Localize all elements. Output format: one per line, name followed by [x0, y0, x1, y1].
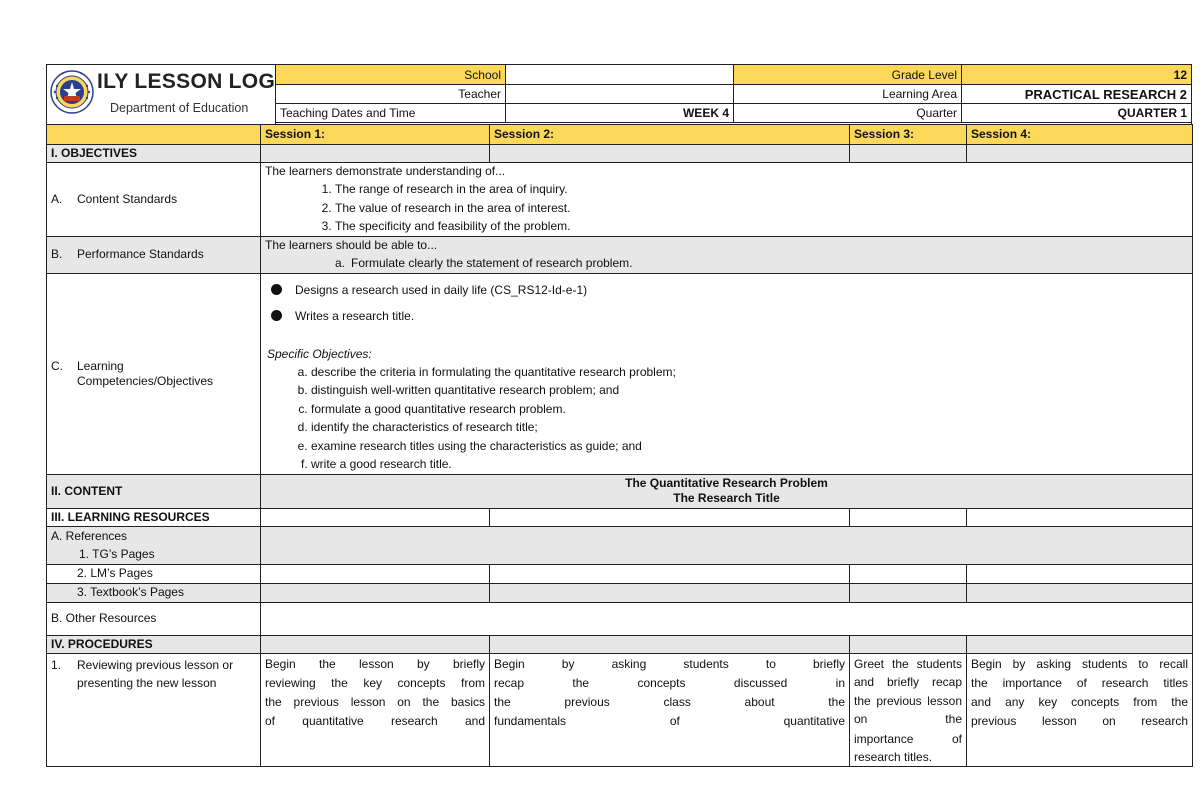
objectives-heading: I. OBJECTIVES [47, 145, 261, 163]
teaching-dates-value: WEEK 4 [506, 104, 734, 123]
session-2-header: Session 2: [490, 125, 850, 145]
other-resources-cell [261, 602, 1193, 635]
performance-standards-row [47, 236, 1193, 273]
lm-pages-session-4 [967, 564, 1193, 583]
text-line: the previous class about the [494, 695, 845, 710]
header-grid [276, 65, 1191, 124]
school-value [506, 65, 734, 85]
school-label: School [276, 65, 506, 85]
procedure-step-1-number: 1. [51, 657, 62, 672]
session-header-row [47, 125, 1193, 145]
procedure-step-1-label-line2: presenting the new lesson [77, 675, 217, 690]
competencies-letter: C. [51, 358, 63, 373]
learning-area-value: PRACTICAL RESEARCH 2 [962, 85, 1191, 104]
text-line: Begin the lesson by briefly [265, 656, 485, 671]
performance-standards-marker: a. [335, 255, 346, 270]
text-line: previous lesson on research [971, 714, 1188, 729]
department-name: Department of Education [110, 101, 249, 115]
textbook-pages-session-1 [261, 583, 490, 602]
other-resources-row [47, 602, 1193, 635]
performance-standards-item [265, 254, 1188, 272]
lesson-table [46, 124, 1193, 767]
list-item: Writes a research title. [271, 303, 1188, 329]
content-cell [261, 474, 1193, 508]
text-line: Greet the students and briefly recap [854, 656, 962, 689]
procedures-heading: IV. PROCEDURES [47, 635, 261, 653]
teacher-value [506, 85, 734, 104]
specific-objectives-heading: Specific Objectives: [267, 346, 372, 361]
procedures-blank-3 [850, 635, 967, 653]
competency-bullets [265, 277, 1188, 329]
content-heading: II. CONTENT [47, 474, 261, 508]
specific-objectives-list [265, 363, 1188, 474]
tg-pages-label: 1. TG’s Pages [79, 547, 155, 561]
text-line: Begin by asking students to recall [971, 656, 1188, 671]
session-1-header: Session 1: [261, 125, 490, 145]
content-standards-row [47, 163, 1193, 237]
session-4-header: Session 4: [967, 125, 1193, 145]
procedure-step-1-session-2 [490, 653, 850, 767]
list-item: d. identify the characteristics of research title; [311, 418, 1188, 437]
list-item: b. distinguish well-written quantitative research problem; and [311, 381, 1188, 400]
textbook-pages-label: 3. Textbook’s Pages [47, 583, 261, 602]
performance-standards-letter: B. [51, 247, 63, 261]
list-item: e. examine research titles using the characteristics as guide; and [311, 437, 1188, 456]
list-item: 3. The specificity and feasibility of the problem. [335, 217, 1188, 236]
performance-standards-text: Formulate clearly the statement of research problem. [351, 255, 633, 270]
procedures-blank-1 [261, 635, 490, 653]
competencies-label-cell [47, 273, 261, 474]
references-cell [261, 526, 1193, 564]
resources-heading: III. LEARNING RESOURCES [47, 508, 261, 526]
content-topic-2: The Research Title [673, 491, 780, 505]
daily-lesson-log [46, 64, 1192, 767]
other-resources-label: B. Other Resources [47, 602, 261, 635]
lm-pages-row [47, 564, 1193, 583]
textbook-pages-session-2 [490, 583, 850, 602]
list-item: 1. The range of research in the area of inquiry. [335, 180, 1188, 199]
content-topic-1: The Quantitative Research Problem [625, 476, 828, 490]
textbook-pages-row [47, 583, 1193, 602]
procedure-step-1-row [47, 653, 1193, 767]
text-line: of quantitative research and [265, 714, 485, 729]
text-line: the importance of research titles [971, 675, 1188, 690]
competencies-label-line1: Learning [77, 358, 124, 373]
list-item: f. write a good research title. [311, 455, 1188, 474]
resources-blank-1 [261, 508, 490, 526]
text-line: recap the concepts discussed in [494, 675, 845, 690]
objectives-blank-2 [490, 145, 850, 163]
list-item: 2. The value of research in the area of interest. [335, 199, 1188, 218]
resources-blank-4 [967, 508, 1193, 526]
content-row [47, 474, 1193, 508]
objectives-heading-row [47, 145, 1193, 163]
text-line: and any key concepts from the [971, 695, 1188, 710]
performance-standards-label-cell [47, 236, 261, 273]
performance-standards-label: Performance Standards [77, 247, 204, 261]
procedure-step-1-session-1 [261, 653, 490, 767]
resources-blank-3 [850, 508, 967, 526]
content-standards-cell [261, 163, 1193, 237]
competencies-row [47, 273, 1193, 474]
document-title: ILY LESSON LOG [97, 70, 276, 93]
text-line: the previous lesson on the [854, 694, 962, 727]
resources-blank-2 [490, 508, 850, 526]
teacher-label: Teacher [276, 85, 506, 104]
deped-seal-icon [50, 70, 94, 114]
references-row [47, 526, 1193, 564]
list-item: c. formulate a good quantitative research problem. [311, 400, 1188, 419]
text-line: fundamentals of quantitative [494, 714, 845, 729]
list-item: a. describe the criteria in formulating the quantitative research problem; [311, 363, 1188, 382]
session-header-blank [47, 125, 261, 145]
procedures-heading-row [47, 635, 1193, 653]
procedure-step-1-label-line1: Reviewing previous lesson or [77, 657, 234, 672]
procedure-step-1-session-4 [967, 653, 1193, 767]
textbook-pages-session-3 [850, 583, 967, 602]
competencies-label-line2: Competencies/Objectives [77, 373, 214, 388]
learning-area-label: Learning Area [734, 85, 962, 104]
objectives-blank-3 [850, 145, 967, 163]
textbook-pages-session-4 [967, 583, 1193, 602]
references-label-cell [47, 526, 261, 564]
grade-level-value: 12 [962, 65, 1191, 85]
header [46, 64, 1192, 124]
lm-pages-label: 2. LM’s Pages [47, 564, 261, 583]
text-line: Begin by asking students to briefly [494, 656, 845, 671]
text-line: reviewing the key concepts from [265, 675, 485, 690]
quarter-value: QUARTER 1 [962, 104, 1191, 123]
content-standards-intro: The learners demonstrate understanding of... [265, 164, 506, 178]
procedures-blank-2 [490, 635, 850, 653]
lm-pages-session-2 [490, 564, 850, 583]
logo-area [47, 65, 276, 124]
references-label: A. References [51, 529, 128, 543]
performance-standards-cell [261, 236, 1193, 273]
performance-standards-intro: The learners should be able to... [265, 237, 438, 252]
list-item: Designs a research used in daily life (CS_RS12-Id-e-1) [271, 277, 1188, 303]
competencies-cell [261, 273, 1193, 474]
teaching-dates-label: Teaching Dates and Time [276, 104, 506, 123]
objectives-blank-1 [261, 145, 490, 163]
lm-pages-session-1 [261, 564, 490, 583]
lm-pages-session-3 [850, 564, 967, 583]
objectives-blank-4 [967, 145, 1193, 163]
procedures-blank-4 [967, 635, 1193, 653]
resources-heading-row [47, 508, 1193, 526]
content-standards-list [265, 180, 1188, 236]
quarter-label: Quarter [734, 104, 962, 123]
content-standards-label-cell [47, 163, 261, 237]
session-3-header: Session 3: [850, 125, 967, 145]
grade-level-label: Grade Level [734, 65, 962, 85]
procedure-step-1-label-cell [47, 653, 261, 767]
procedure-step-1-session-3 [850, 653, 967, 767]
content-standards-label: Content Standards [77, 191, 178, 206]
text-line: the previous lesson on the basics [265, 695, 485, 710]
text-line: importance of research titles. [854, 731, 962, 764]
content-standards-letter: A. [51, 191, 63, 206]
